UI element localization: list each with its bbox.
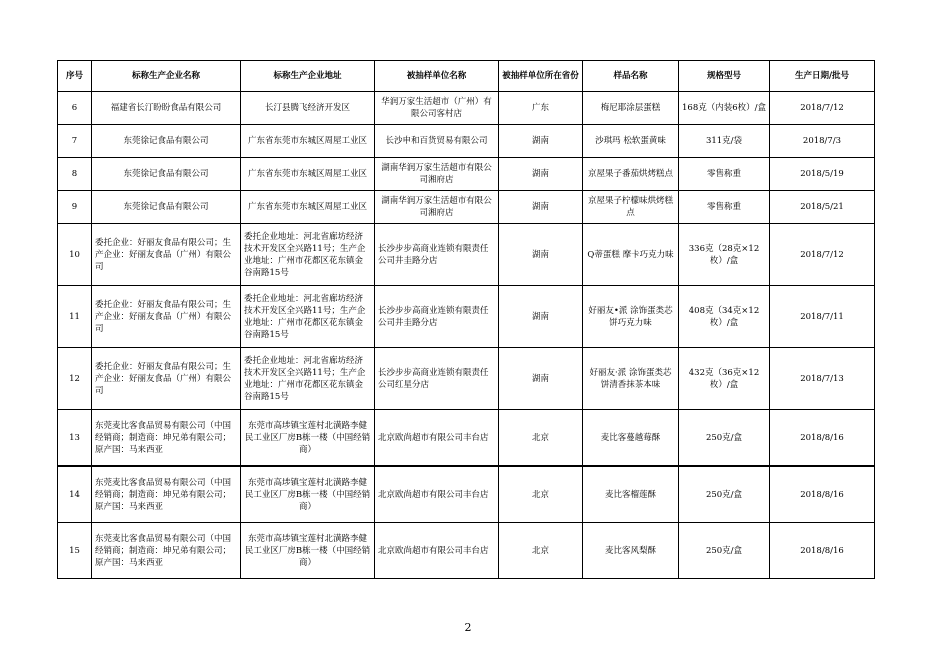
cell-province: 湖南 (499, 224, 583, 286)
cell-company: 东莞徐记食品有限公司 (92, 125, 241, 158)
cell-company: 委托企业：好丽友食品有限公司；生产企业：好丽友食品（广州）有限公司 (92, 286, 241, 348)
cell-province: 湖南 (499, 158, 583, 191)
cell-company: 东莞麦比客食品贸易有限公司（中国经销商；制造商：坤兄弟有限公司；原产国：马来西亚 (92, 410, 241, 467)
cell-date: 2018/8/16 (770, 466, 875, 523)
cell-address: 广东省东莞市东城区周屋工业区 (241, 191, 375, 224)
page-number: 2 (464, 621, 472, 634)
col-header-company: 标称生产企业名称 (92, 61, 241, 92)
cell-sampled-unit: 北京欧尚超市有限公司丰台店 (375, 466, 499, 523)
cell-address: 东莞市高埗镇宝莲村北潢路李健民工业区厂房B栋一楼（中国经销商） (241, 466, 375, 523)
cell-sample: 梅尼耶涂层蛋糕 (583, 92, 679, 125)
cell-address: 广东省东莞市东城区周屋工业区 (241, 158, 375, 191)
table-row (58, 410, 875, 467)
cell-province: 北京 (499, 410, 583, 467)
cell-spec: 168克（内装6枚）/盒 (679, 92, 770, 125)
col-header-province: 被抽样单位所在省份 (499, 61, 583, 92)
cell-spec: 311克/袋 (679, 125, 770, 158)
cell-date: 2018/5/21 (770, 191, 875, 224)
cell-province: 湖南 (499, 286, 583, 348)
cell-date: 2018/7/13 (770, 348, 875, 410)
col-header-address: 标称生产企业地址 (241, 61, 375, 92)
cell-address: 委托企业地址：河北省廊坊经济技术开发区全兴路11号；生产企业地址：广州市花都区花东镇金谷南路15号 (241, 224, 375, 286)
cell-sample: 沙琪玛 松软蛋黄味 (583, 125, 679, 158)
cell-sampled-unit: 北京欧尚超市有限公司丰台店 (375, 523, 499, 579)
cell-sampled-unit: 北京欧尚超市有限公司丰台店 (375, 410, 499, 467)
cell-spec: 432克（36克×12枚）/盒 (679, 348, 770, 410)
cell-no: 8 (58, 158, 92, 191)
cell-sample: 好丽友·派 涂饰蛋类芯饼清香抹茶本味 (583, 348, 679, 410)
cell-spec: 250克/盒 (679, 466, 770, 523)
cell-sampled-unit: 湖南华润万家生活超市有限公司湘府店 (375, 158, 499, 191)
cell-no: 10 (58, 224, 92, 286)
cell-address: 东莞市高埗镇宝莲村北潢路李健民工业区厂房B栋一楼（中国经销商） (241, 410, 375, 467)
cell-sample: 麦比客榴莲酥 (583, 466, 679, 523)
cell-address: 东莞市高埗镇宝莲村北潢路李健民工业区厂房B栋一楼（中国经销商） (241, 523, 375, 579)
cell-date: 2018/7/12 (770, 92, 875, 125)
cell-province: 湖南 (499, 348, 583, 410)
cell-no: 13 (58, 410, 92, 467)
cell-province: 广东 (499, 92, 583, 125)
cell-province: 湖南 (499, 191, 583, 224)
cell-spec: 零售称重 (679, 158, 770, 191)
table-row (58, 158, 875, 191)
cell-no: 14 (58, 466, 92, 523)
cell-company: 东莞麦比客食品贸易有限公司（中国经销商；制造商：坤兄弟有限公司；原产国：马来西亚 (92, 466, 241, 523)
cell-address: 委托企业地址：河北省廊坊经济技术开发区全兴路11号；生产企业地址：广州市花都区花东镇金谷南路15号 (241, 286, 375, 348)
cell-sampled-unit: 长沙步步高商业连锁有限责任公司井圭路分店 (375, 286, 499, 348)
cell-company: 东莞徐记食品有限公司 (92, 158, 241, 191)
table-row (58, 191, 875, 224)
cell-province: 湖南 (499, 125, 583, 158)
cell-date: 2018/5/19 (770, 158, 875, 191)
col-header-no: 序号 (58, 61, 92, 92)
cell-sample: 京屋果子番茄烘烤糕点 (583, 158, 679, 191)
cell-sampled-unit: 长沙申和百货贸易有限公司 (375, 125, 499, 158)
cell-spec: 250克/盒 (679, 523, 770, 579)
cell-no: 11 (58, 286, 92, 348)
cell-company: 委托企业：好丽友食品有限公司；生产企业：好丽友食品（广州）有限公司 (92, 348, 241, 410)
cell-company: 福建省长汀盼盼食品有限公司 (92, 92, 241, 125)
col-header-date: 生产日期/批号 (770, 61, 875, 92)
cell-sample: 麦比客风梨酥 (583, 523, 679, 579)
cell-spec: 250克/盒 (679, 410, 770, 467)
cell-date: 2018/7/3 (770, 125, 875, 158)
table-row (58, 523, 875, 579)
table-header-row (58, 61, 875, 92)
cell-company: 东莞徐记食品有限公司 (92, 191, 241, 224)
table-row (58, 466, 875, 523)
cell-date: 2018/7/11 (770, 286, 875, 348)
cell-sampled-unit: 长沙步步高商业连锁有限责任公司红星分店 (375, 348, 499, 410)
cell-spec: 零售称重 (679, 191, 770, 224)
cell-sample: 京屋果子柠檬味烘烤糕点 (583, 191, 679, 224)
col-header-sample: 样品名称 (583, 61, 679, 92)
cell-sample: 好丽友•派 涂饰蛋类芯饼巧克力味 (583, 286, 679, 348)
sampling-results-table (57, 60, 875, 579)
cell-address: 长汀县腾飞经济开发区 (241, 92, 375, 125)
table-row (58, 125, 875, 158)
cell-address: 广东省东莞市东城区周屋工业区 (241, 125, 375, 158)
cell-company: 东莞麦比客食品贸易有限公司（中国经销商；制造商：坤兄弟有限公司；原产国：马来西亚 (92, 523, 241, 579)
table-row (58, 92, 875, 125)
cell-spec: 408克（34克×12枚）/盒 (679, 286, 770, 348)
cell-sampled-unit: 长沙步步高商业连锁有限责任公司井圭路分店 (375, 224, 499, 286)
cell-date: 2018/7/12 (770, 224, 875, 286)
cell-sample: Q蒂蛋糕 摩卡巧克力味 (583, 224, 679, 286)
cell-date: 2018/8/16 (770, 410, 875, 467)
table-row (58, 224, 875, 286)
cell-date: 2018/8/16 (770, 523, 875, 579)
cell-address: 委托企业地址：河北省廊坊经济技术开发区全兴路11号；生产企业地址：广州市花都区花东镇金谷南路15号 (241, 348, 375, 410)
col-header-sampled-unit: 被抽样单位名称 (375, 61, 499, 92)
cell-spec: 336克（28克×12枚）/盒 (679, 224, 770, 286)
cell-province: 北京 (499, 523, 583, 579)
cell-company: 委托企业：好丽友食品有限公司；生产企业：好丽友食品（广州）有限公司 (92, 224, 241, 286)
cell-sample: 麦比客蔓越莓酥 (583, 410, 679, 467)
cell-no: 7 (58, 125, 92, 158)
cell-province: 北京 (499, 466, 583, 523)
cell-no: 6 (58, 92, 92, 125)
table-row (58, 286, 875, 348)
col-header-spec: 规格型号 (679, 61, 770, 92)
cell-no: 9 (58, 191, 92, 224)
table-row (58, 348, 875, 410)
cell-no: 15 (58, 523, 92, 579)
cell-no: 12 (58, 348, 92, 410)
cell-sampled-unit: 湖南华润万家生活超市有限公司湘府店 (375, 191, 499, 224)
cell-sampled-unit: 华润万家生活超市（广州）有限公司客村店 (375, 92, 499, 125)
